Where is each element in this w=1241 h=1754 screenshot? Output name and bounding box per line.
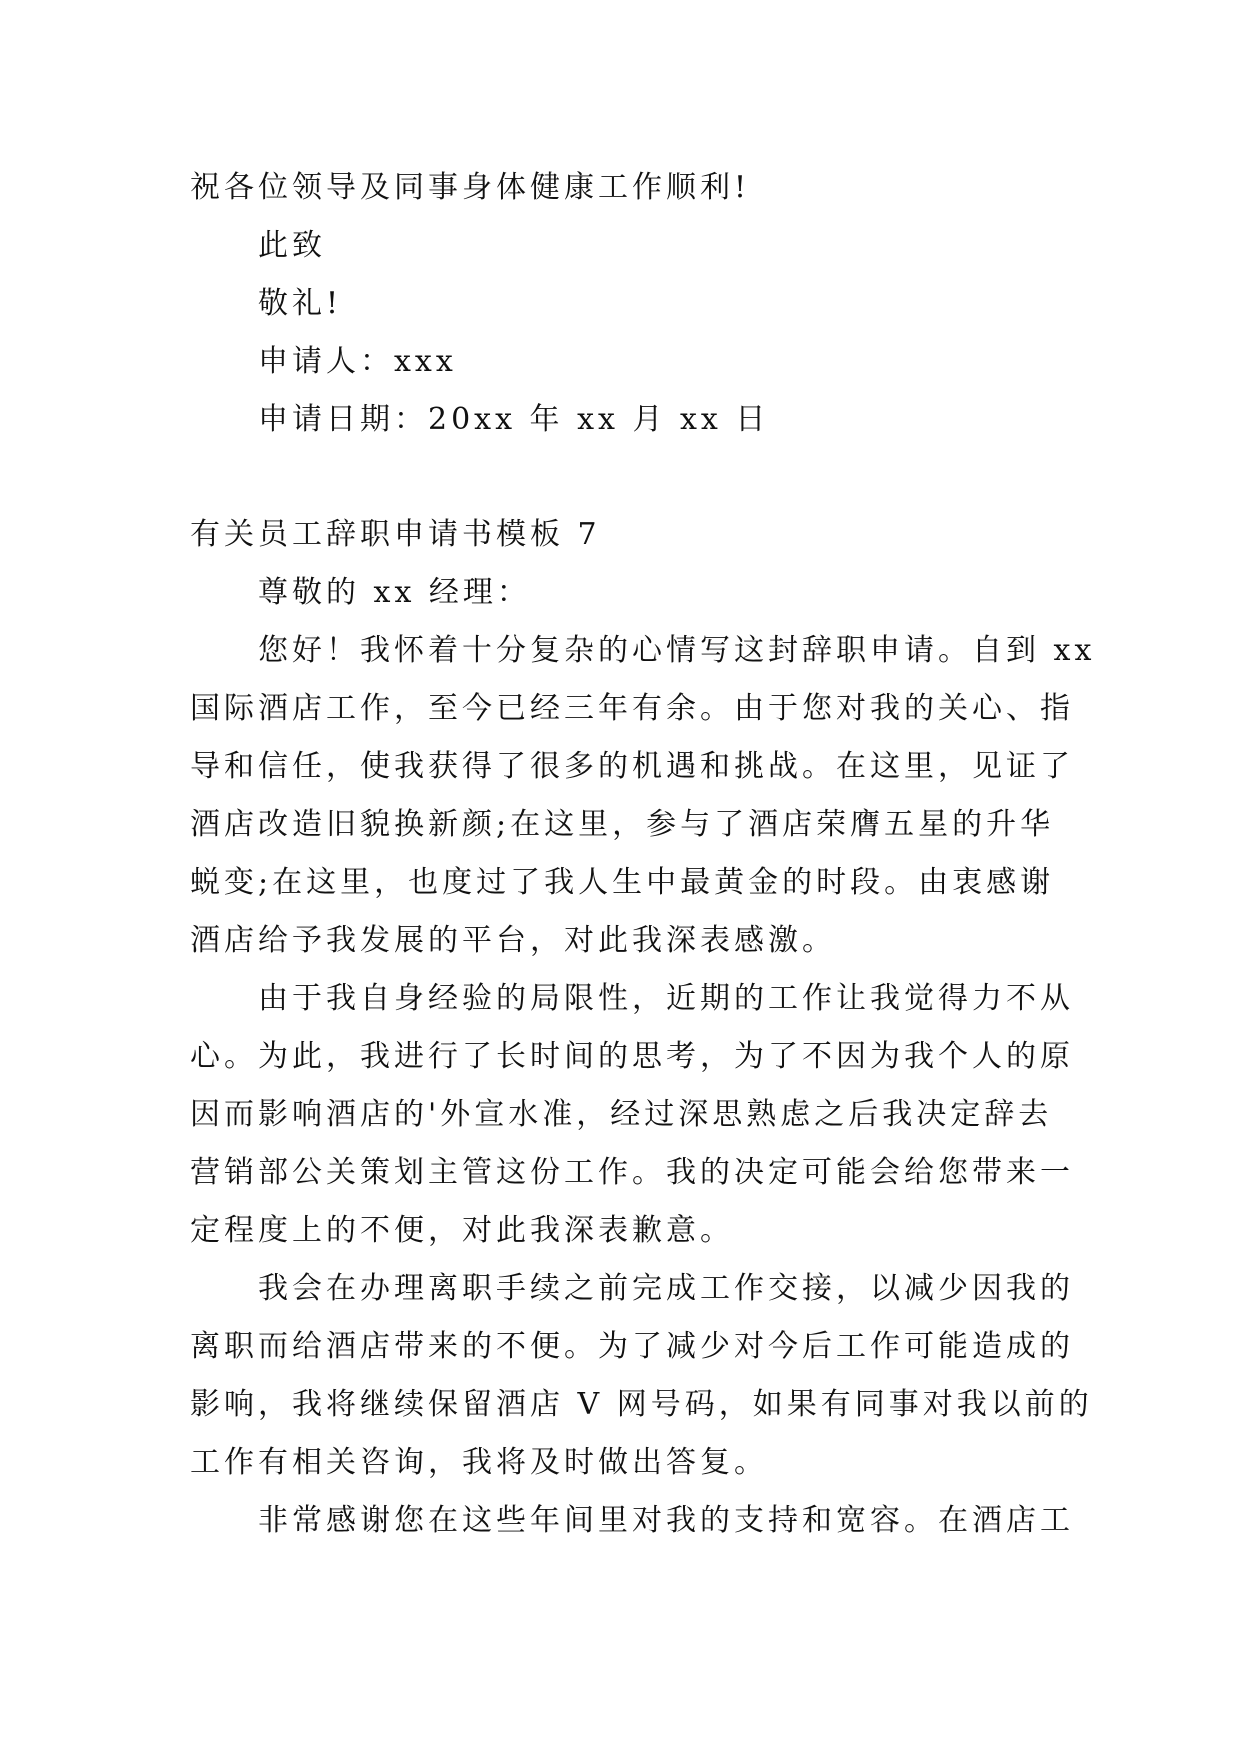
paragraph-1-line: 您好！我怀着十分复杂的心情写这封辞职申请。自到 xx <box>258 633 1096 668</box>
applicant-line: 申请人：xxx <box>258 344 457 379</box>
paragraph-4-line: 非常感谢您在这些年间里对我的支持和宽容。在酒店工 <box>258 1503 1074 1538</box>
closing-wish: 祝各位领导及同事身体健康工作顺利! <box>190 170 751 205</box>
paragraph-2-line: 因而影响酒店的'外宣水准，经过深思熟虑之后我决定辞去 <box>190 1097 1053 1132</box>
paragraph-3-line: 工作有相关咨询，我将及时做出答复。 <box>190 1445 768 1480</box>
section-title: 有关员工辞职申请书模板 7 <box>190 517 601 552</box>
date-line: 申请日期：20xx 年 xx 月 xx 日 <box>258 402 770 437</box>
paragraph-1-line: 酒店改造旧貌换新颜;在这里，参与了酒店荣膺五星的升华 <box>190 807 1055 842</box>
greeting-line: 尊敬的 xx 经理： <box>258 575 531 610</box>
paragraph-1-line: 蜕变;在这里，也度过了我人生中最黄金的时段。由衷感谢 <box>190 865 1055 900</box>
salutation-line-1: 此致 <box>258 228 326 263</box>
paragraph-1-line: 国际酒店工作，至今已经三年有余。由于您对我的关心、指 <box>190 691 1074 726</box>
paragraph-3-line: 离职而给酒店带来的不便。为了减少对今后工作可能造成的 <box>190 1329 1074 1364</box>
salutation-line-2: 敬礼! <box>258 286 343 321</box>
paragraph-2-line: 由于我自身经验的局限性，近期的工作让我觉得力不从 <box>258 981 1074 1016</box>
paragraph-1-line: 导和信任，使我获得了很多的机遇和挑战。在这里，见证了 <box>190 749 1074 784</box>
paragraph-2-line: 定程度上的不便，对此我深表歉意。 <box>190 1213 734 1248</box>
paragraph-3-line: 我会在办理离职手续之前完成工作交接，以减少因我的 <box>258 1271 1074 1306</box>
paragraph-3-line: 影响，我将继续保留酒店 V 网号码，如果有同事对我以前的 <box>190 1387 1093 1422</box>
paragraph-2-line: 营销部公关策划主管这份工作。我的决定可能会给您带来一 <box>190 1155 1074 1190</box>
paragraph-1-line: 酒店给予我发展的平台，对此我深表感激。 <box>190 923 836 958</box>
paragraph-2-line: 心。为此，我进行了长时间的思考，为了不因为我个人的原 <box>190 1039 1074 1074</box>
